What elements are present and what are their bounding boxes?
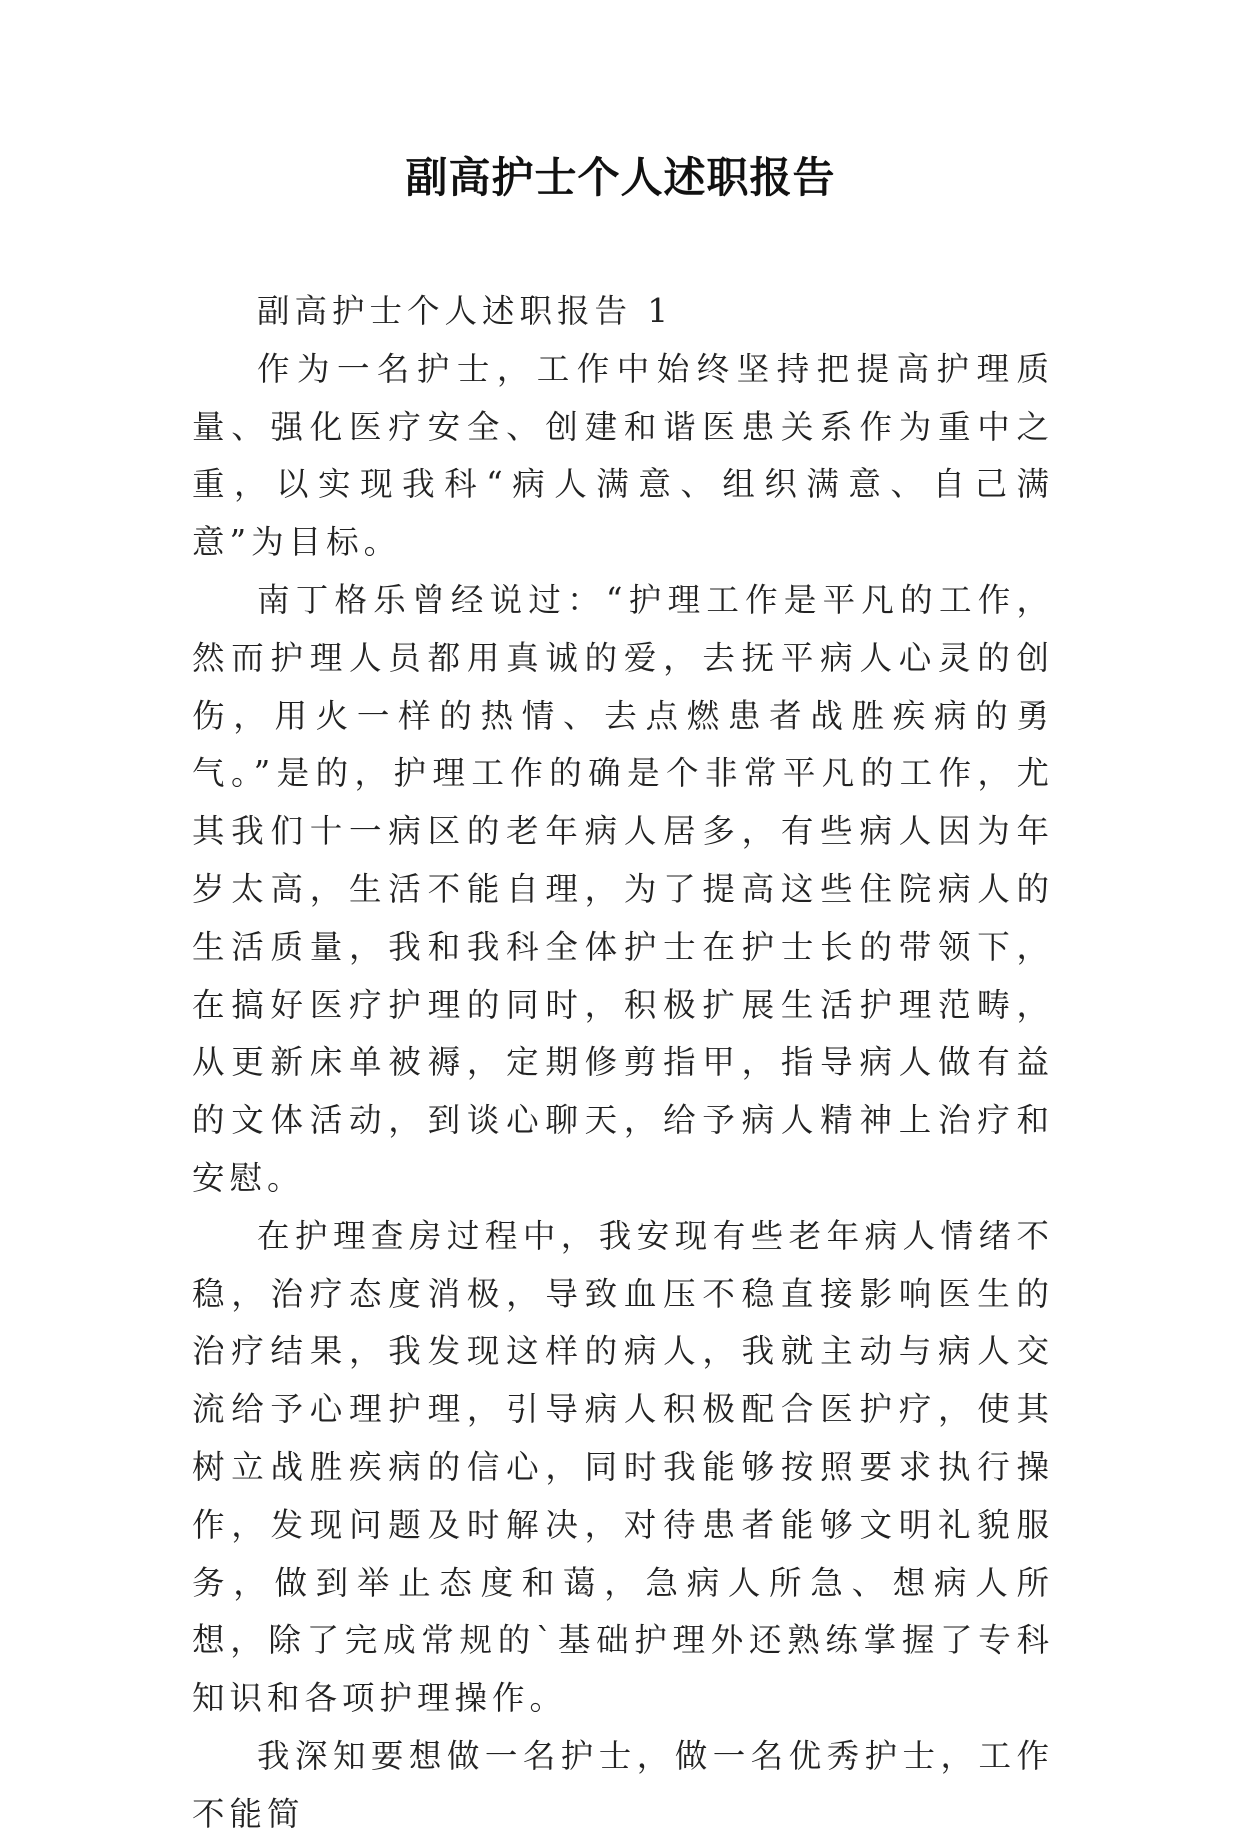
document-body xyxy=(192,283,1054,1844)
paragraph-3: 在护理查房过程中，我安现有些老年病人情绪不稳，治疗态度消极，导致血压不稳直接影响医生的治疗结果，我发现这样的病人，我就主动与病人交流给予心理护理，引导病人积极配合医护疗，使其树立战胜疾病的信心，同时我能够按照要求执行操作，发现问题及时解决，对待患者能够文明礼貌服务，做到举止态度和蔼，急病人所急、想病人所想，除了完成常规的`基础护理外还熟练掌握了专科知识和各项护理操作。 xyxy=(192,1216,1054,1718)
document-title: 副高护士个人述职报告 xyxy=(405,153,836,202)
paragraph-2: 南丁格乐曾经说过：“护理工作是平凡的工作，然而护理人员都用真诚的爱，去抚平病人心灵的创伤，用火一样的热情、去点燃患者战胜疾病的勇气。”是的，护理工作的确是个非常平凡的工作，尤其我们十一病区的老年病人居多，有些病人因为年岁太高，生活不能自理，为了提高这些住院病人的生活质量，我和我科全体护士在护士长的带领下，在搞好医疗护理的同时，积极扩展生活护理范畴，从更新床单被褥，定期修剪指甲，指导病人做有益的文体活动，到谈心聊天，给予病人精神上治疗和安慰。 xyxy=(192,580,1054,1197)
paragraph-4: 我深知要想做一名护士，做一名优秀护士，工作不能简 xyxy=(192,1736,1054,1833)
section-heading: 副高护士个人述职报告 1 xyxy=(257,292,674,330)
paragraph-1: 作为一名护士，工作中始终坚持把提高护理质量、强化医疗安全、创建和谐医患关系作为重中之重，以实现我科“病人满意、组织满意、自己满意”为目标。 xyxy=(192,349,1054,562)
